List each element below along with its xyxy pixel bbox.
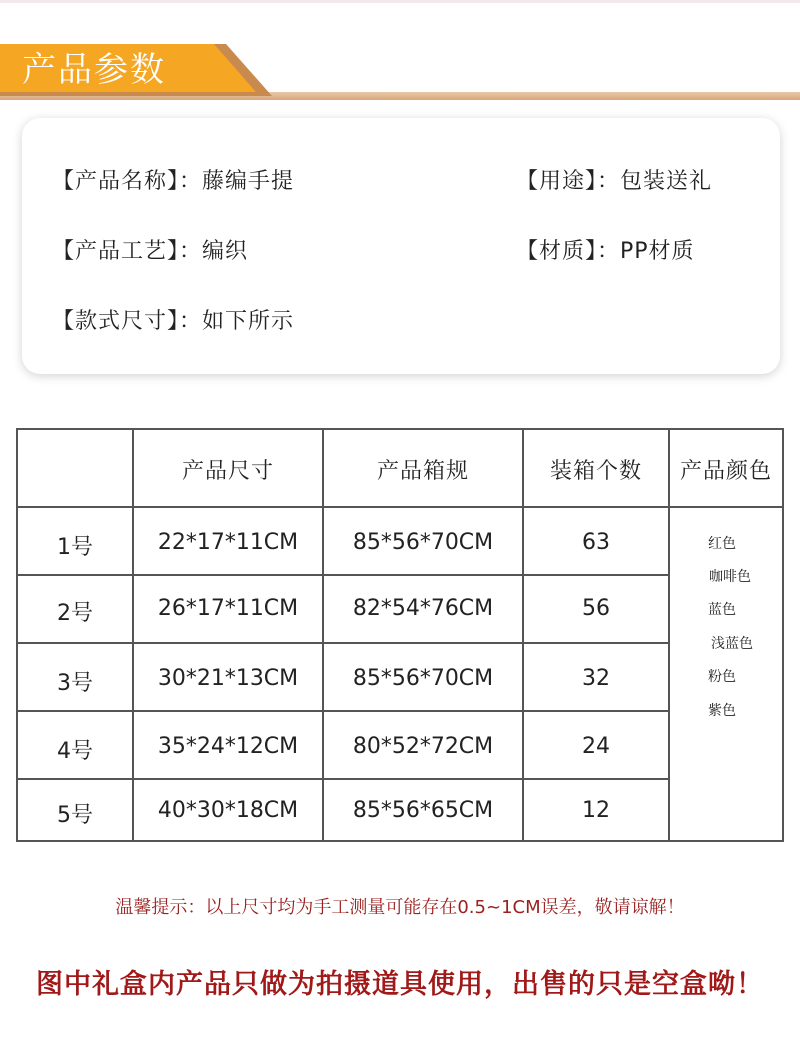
row-number: 2号 xyxy=(57,601,93,626)
color-option: 紫色 xyxy=(708,703,736,719)
prop-disclaimer: 图中礼盒内产品只做为拍摄道具使用，出售的只是空盒呦！ xyxy=(36,969,764,1000)
material-row xyxy=(516,234,695,265)
row-qty: 12 xyxy=(582,798,610,823)
row-carton: 80*52*72CM xyxy=(352,734,494,759)
color-option: 粉色 xyxy=(708,669,736,685)
row-size: 30*21*13CM xyxy=(157,666,299,691)
material-label: 【材质】： xyxy=(516,239,621,264)
row-size: 22*17*11CM xyxy=(157,530,299,555)
header-product-size: 产品尺寸 xyxy=(181,459,274,484)
color-option: 浅蓝色 xyxy=(711,636,753,652)
size-row xyxy=(52,304,294,335)
craft-label: 【产品工艺】： xyxy=(52,239,203,264)
row-size: 26*17*11CM xyxy=(157,596,299,621)
product-name-label: 【产品名称】： xyxy=(52,169,203,194)
size-label: 【款式尺寸】： xyxy=(52,309,203,334)
size-value: 如下所示 xyxy=(202,309,295,334)
header-colors: 产品颜色 xyxy=(679,459,772,484)
table-row-divider xyxy=(18,778,670,780)
product-name-value: 藤编手提 xyxy=(202,169,295,194)
row-qty: 32 xyxy=(582,666,610,691)
table-row-divider xyxy=(18,574,670,576)
top-divider xyxy=(0,0,800,3)
row-number: 1号 xyxy=(57,535,93,560)
measurement-tip: 温馨提示：以上尺寸均为手工测量可能存在0.5~1CM误差，敬请谅解！ xyxy=(115,897,685,918)
table-header-divider xyxy=(18,506,782,508)
table-row-divider xyxy=(18,710,670,712)
row-size: 35*24*12CM xyxy=(157,734,299,759)
header-carton-qty: 装箱个数 xyxy=(549,459,642,484)
craft-row xyxy=(52,234,248,265)
table-row-divider xyxy=(18,642,670,644)
row-number: 5号 xyxy=(57,803,93,828)
page-title: 产品参数 xyxy=(22,50,166,90)
material-value: PP材质 xyxy=(620,239,695,264)
craft-value: 编织 xyxy=(202,239,249,264)
row-carton: 85*56*70CM xyxy=(352,530,494,555)
usage-value: 包装送礼 xyxy=(620,169,713,194)
usage-label: 【用途】： xyxy=(516,169,621,194)
row-size: 40*30*18CM xyxy=(157,798,299,823)
color-option: 蓝色 xyxy=(708,602,736,618)
spec-table xyxy=(16,428,784,842)
row-carton: 85*56*65CM xyxy=(352,798,494,823)
product-name-row xyxy=(52,164,294,195)
row-qty: 56 xyxy=(582,596,610,621)
header-carton-spec: 产品箱规 xyxy=(376,459,469,484)
product-info-card xyxy=(22,118,780,374)
row-number: 4号 xyxy=(57,739,93,764)
color-option: 红色 xyxy=(708,536,736,552)
color-option: 咖啡色 xyxy=(709,569,751,585)
row-number: 3号 xyxy=(57,671,93,696)
row-qty: 24 xyxy=(582,734,610,759)
usage-row xyxy=(516,164,712,195)
row-carton: 85*56*70CM xyxy=(352,666,494,691)
row-qty: 63 xyxy=(582,530,610,555)
row-carton: 82*54*76CM xyxy=(352,596,494,621)
